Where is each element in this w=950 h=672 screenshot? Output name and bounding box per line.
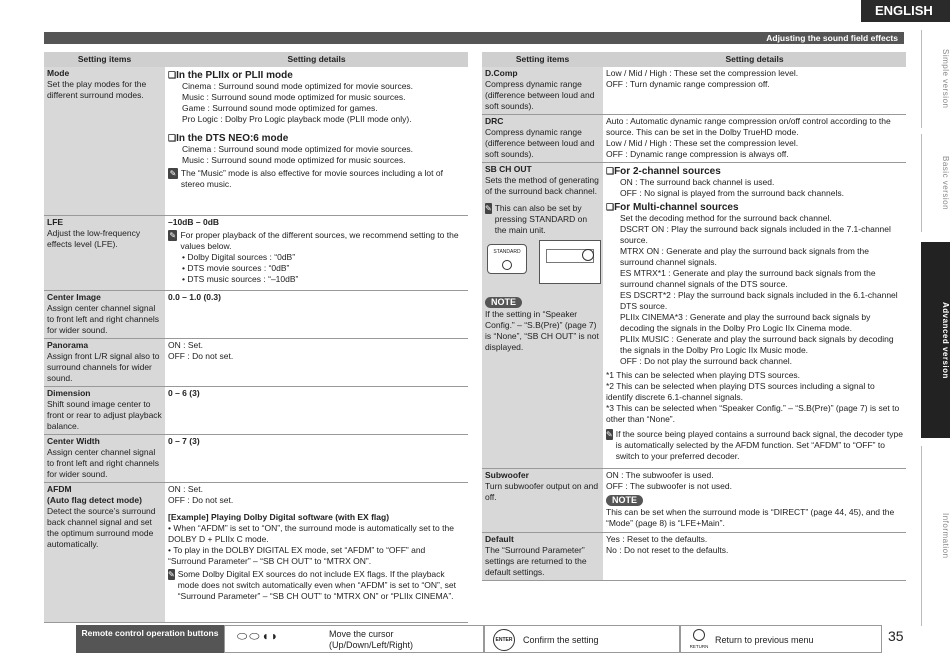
option-line: Low / Mid / High : These set the compression level.	[606, 68, 799, 78]
settings-table-left	[44, 52, 468, 623]
option-line: OFF : Turn dynamic range compression off.	[606, 79, 770, 89]
note-badge: NOTE	[606, 495, 643, 506]
item-desc: Adjust the low-frequency effects level (LFE).	[47, 227, 141, 249]
item-desc: Set the play modes for the different surround modes.	[47, 79, 147, 100]
footnote: *2 This can be selected when playing DTS sources including a signal to identify discrete 6.1-channel signals.	[606, 381, 875, 402]
tab-information[interactable]: Information	[921, 446, 950, 626]
item-desc: The “Surround Parameter” settings are returned to the default settings.	[485, 545, 587, 577]
decoder-line: MTRX ON : Generate and play the surround back signals from the surround channel signals.	[620, 246, 869, 267]
item-desc: Turn subwoofer output on and off.	[485, 481, 599, 502]
decoder-line: PLIIx MUSIC : Generate and play the surround back signals by decoding the signals in the Dolby Pro Logic IIx Music mode.	[620, 334, 894, 355]
item-name: Mode	[47, 68, 70, 78]
table-row	[482, 163, 906, 469]
mode-line: Music : Surround sound mode optimized for music sources.	[182, 92, 406, 102]
intro: Set the decoding method for the surround back channel.	[620, 213, 832, 223]
bullet: • Dolby Digital sources : “0dB”	[182, 251, 296, 262]
decoder-line: OFF : Do not play the surround back channel.	[620, 356, 792, 366]
decoder-line: ES DSCRT*2 : Play the surround back signals included in the 6.1-channel DTS source.	[620, 290, 898, 311]
tip-text: The “Music” mode is also effective for movie sources including a lot of stereo music.	[180, 168, 443, 189]
table-row	[482, 469, 906, 533]
tip-text: Some Dolby Digital EX sources do not include EX flags. If the playback mode does not switch automatically even when “AFDM” is set to “ON”, set “Surround Parameter” – “SB CH OUT” to “MTRX ON” or “PLIIx CINEMA”.	[177, 568, 456, 601]
item-desc: Compress dynamic range (difference between loud and soft sounds).	[485, 79, 595, 111]
return-legend	[680, 625, 882, 653]
tip-text: For proper playback of the different sources, we recommend setting to the values below.	[180, 229, 459, 251]
option-line: Low / Mid / High : These set the compression level.	[606, 138, 799, 148]
sub-heading: ❏ For 2-channel sources	[606, 166, 903, 177]
option-line: OFF : Dynamic range compression is always off.	[606, 149, 789, 159]
option-on: ON : The subwoofer is used.	[606, 470, 714, 480]
option-line: Auto : Automatic dynamic range compression on/off control according to the source. This can be set in the Dolby TrueHD mode.	[606, 116, 891, 137]
mode-line: Pro Logic : Dolby Pro Logic playback mode (PLII mode only).	[182, 114, 412, 124]
section-title: Adjusting the sound field effects	[44, 32, 904, 44]
range-value: 0 – 6 (3)	[168, 387, 200, 398]
mode-line: Cinema : Surround sound mode optimized for movie sources.	[182, 144, 414, 154]
pencil-icon: ✎	[606, 430, 613, 439]
item-name: Default	[485, 534, 514, 544]
main-unit-icon	[539, 240, 601, 284]
cursor-legend	[224, 625, 484, 653]
item-desc: Assign center channel signal to front left and right channels for wider sound.	[47, 302, 159, 335]
table-row	[44, 386, 468, 434]
decoder-line: PLIIx CINEMA*3 : Generate and play the surround back signals by decoding the signals in the Dolby Pro Logic IIx Cinema mode.	[620, 312, 871, 333]
table-row	[44, 434, 468, 482]
item-name: DRC	[485, 116, 504, 126]
bullet: • DTS movie sources : “0dB”	[182, 262, 290, 273]
header-items: Setting items	[482, 52, 603, 67]
note-text: If the setting in “Speaker Config.” – “S.B(Pre)” (page 7) is “None”, “SB CH OUT” is not displayed.	[485, 309, 599, 352]
footnote: *3 This can be selected when “Speaker Config.” – “S.B(Pre)” (page 7) is set to other than “None”.	[606, 403, 900, 424]
table-row	[44, 67, 468, 215]
option-off: OFF : Do not set.	[168, 494, 234, 505]
item-desc: Assign center channel signal to front left and right channels for wider sound.	[47, 446, 159, 479]
standard-button-callout: STANDARD	[487, 244, 527, 274]
remote-control-label: Remote control operation buttons	[76, 625, 224, 653]
sub-heading: ❏ For Multi-channel sources	[606, 202, 903, 213]
tab-basic[interactable]: Basic version	[921, 134, 950, 232]
item-desc: Sets the method of generating of the surround back channel.	[485, 175, 599, 196]
mode-line: Cinema : Surround sound mode optimized for movie sources.	[182, 81, 414, 91]
footnote: *1 This can be selected when playing DTS sources.	[606, 370, 801, 380]
example-title: [Example] Playing Dolby Digital software (with EX flag)	[168, 511, 390, 522]
bullet: • To play in the DOLBY DIGITAL EX mode, set “AFDM” to “OFF” and “Surround Parameter” – “SB CH OUT” to “MTRX ON”.	[168, 544, 426, 566]
option-no: No : Do not reset to the defaults.	[606, 545, 729, 555]
sub-heading: ❏ In the PLIIx or PLII mode	[168, 70, 465, 81]
item-desc: Detect the source’s surround back channel signal and set the optimum surround mode automatically.	[47, 505, 156, 549]
item-name: Center Image	[47, 291, 101, 302]
enter-icon: ENTER	[493, 629, 515, 651]
range-value: –10dB – 0dB	[168, 216, 220, 227]
item-desc: Assign front L/R signal also to surround channels for wider sound.	[47, 350, 160, 383]
range-value: 0 – 7 (3)	[168, 435, 200, 446]
item-desc: Compress dynamic range (difference between loud and soft sounds).	[485, 127, 595, 159]
footer	[76, 625, 906, 653]
table-row	[44, 338, 468, 386]
cursor-buttons-icon: ⬭⬭◖◗	[237, 629, 280, 643]
tip-text: This can also be set by pressing STANDARD on the main unit.	[494, 203, 588, 235]
mode-line: Music : Surround sound mode optimized for music sources.	[182, 155, 406, 165]
table-row	[482, 115, 906, 163]
decoder-line: ES MTRX*1 : Generate and play the surround back signals from the surround channel signals of the DTS source.	[620, 268, 876, 289]
page-number: 35	[888, 628, 904, 644]
return-icon: RETURN	[689, 629, 709, 652]
table-row	[44, 290, 468, 338]
decoder-line: DSCRT ON : Play the surround back signals included in the 7.1-channel source.	[620, 224, 891, 245]
option-yes: Yes : Reset to the defaults.	[606, 534, 708, 544]
table-row	[482, 67, 906, 115]
option-off: OFF : Do not set.	[168, 350, 234, 361]
mode-line: Game : Surround sound mode optimized for games.	[182, 103, 378, 113]
item-desc: Shift sound image center to front or rear to adjust playback balance.	[47, 398, 162, 431]
unit-illustration	[485, 240, 600, 292]
item-name: Subwoofer	[485, 470, 529, 480]
table-row	[482, 533, 906, 581]
item-name: D.Comp	[485, 68, 518, 78]
item-name: Dimension	[47, 387, 91, 398]
cursor-text: Move the cursor (Up/Down/Left/Right)	[329, 629, 414, 650]
return-text: Return to previous menu	[715, 635, 814, 645]
table-row	[44, 482, 468, 622]
language-label: ENGLISH	[861, 0, 950, 22]
option-off: OFF : No signal is played from the surround back channels.	[620, 188, 844, 198]
item-name: Center Width	[47, 435, 100, 446]
bullet: • DTS music sources : “–10dB”	[182, 273, 299, 284]
pencil-icon: ✎	[169, 230, 177, 240]
item-name: AFDM	[47, 483, 72, 494]
sub-heading: ❏ In the DTS NEO:6 mode	[168, 133, 465, 144]
header-details: Setting details	[165, 52, 468, 67]
tab-advanced[interactable]: Advanced version	[921, 242, 950, 438]
item-sub: (Auto flag detect mode)	[47, 494, 142, 505]
tip-text: If the source being played contains a surround back signal, the decoder type is automatically selected by the AFDM function. Set “AFDM” to “OFF” to switch to your preferred decoder.	[615, 429, 903, 461]
pencil-icon: ✎	[169, 169, 177, 178]
table-row	[44, 215, 468, 290]
pencil-icon: ✎	[168, 569, 175, 579]
tab-simple[interactable]: Simple version	[921, 30, 950, 128]
option-on: ON : Set.	[168, 339, 203, 350]
item-name: SB CH OUT	[485, 164, 532, 174]
range-value: 0.0 – 1.0 (0.3)	[168, 291, 221, 302]
enter-text: Confirm the setting	[523, 635, 599, 645]
option-on: ON : Set.	[168, 483, 203, 494]
note-text: This can be set when the surround mode is “DIRECT” (page 44, 45), and the “Mode” (page 8) is “LFE+Main”.	[606, 507, 895, 528]
option-on: ON : The surround back channel is used.	[620, 177, 775, 187]
settings-table-right	[482, 52, 906, 581]
header-details: Setting details	[603, 52, 906, 67]
bullet: • When “AFDM” is set to “ON”, the surround mode is automatically set to the DOLBY D + PLIIx C mode.	[168, 522, 454, 544]
enter-legend	[484, 625, 680, 653]
note-badge: NOTE	[485, 297, 522, 308]
header-items: Setting items	[44, 52, 165, 67]
item-name: LFE	[47, 216, 64, 227]
item-name: Panorama	[47, 339, 89, 350]
pencil-icon: ✎	[485, 204, 492, 213]
option-off: OFF : The subwoofer is not used.	[606, 481, 732, 491]
